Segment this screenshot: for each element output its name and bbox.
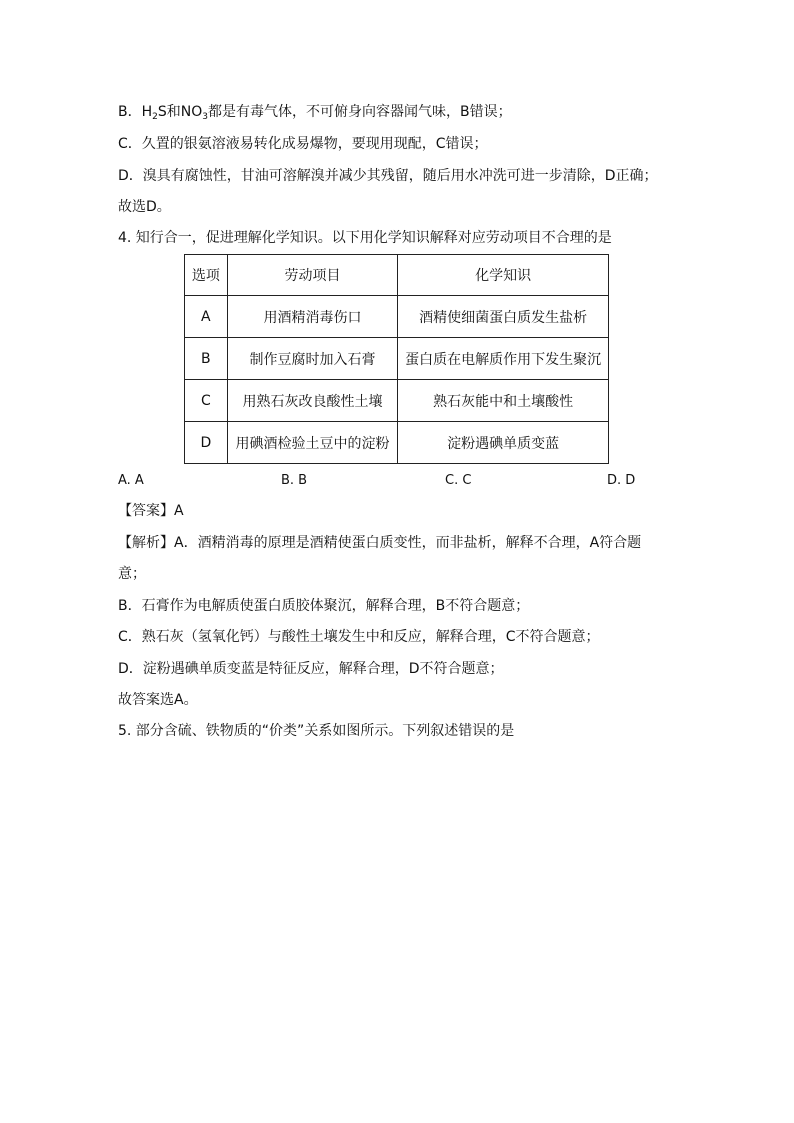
option-b: B. B <box>281 473 308 488</box>
option-a: A. A <box>118 473 144 488</box>
table-cell: 酒精使细菌蛋白质发生盐析 <box>398 296 609 338</box>
table-cell: A <box>185 296 228 338</box>
option-d: D. D <box>607 473 636 488</box>
prev-answer-b: B．$H_2S$和$NO_3$都是有毒气体，不可俯身向容器闻气味，B错误； <box>118 104 512 122</box>
table-row <box>185 338 609 380</box>
table-header-cell: 劳动项目 <box>227 255 398 296</box>
table-header-cell: 选项 <box>185 255 228 296</box>
answer-line: 【答案】A <box>118 503 184 519</box>
analysis-a-line1: 【解析】A．酒精消毒的原理是酒精使蛋白质变性，而非盐析，解释不合理，A符合题 <box>118 535 642 551</box>
table-cell: 用酒精消毒伤口 <box>227 296 398 338</box>
table-header-cell: 化学知识 <box>398 255 609 296</box>
analysis-c: C．熟石灰（氢氧化钙）与酸性土壤发生中和反应，解释合理，C不符合题意； <box>118 629 600 645</box>
analysis-d: D．淀粉遇碘单质变蓝是特征反应，解释合理，D不符合题意； <box>118 661 504 677</box>
table-cell: 用碘酒检验土豆中的淀粉 <box>227 422 398 464</box>
table-row <box>185 380 609 422</box>
prev-answer-d: D．溴具有腐蚀性，甘油可溶解溴并减少其残留，随后用水冲洗可进一步清除，D正确； <box>118 168 658 184</box>
question-4-stem: 4. 知行合一，促进理解化学知识。以下用化学知识解释对应劳动项目不合理的是 <box>118 230 612 246</box>
question-5-stem: 5. 部分含硫、铁物质的“价类”关系如图所示。下列叙述错误的是 <box>118 723 515 739</box>
table-header-row <box>185 255 609 296</box>
table-cell: 制作豆腐时加入石膏 <box>227 338 398 380</box>
table-cell: 蛋白质在电解质作用下发生聚沉 <box>398 338 609 380</box>
table-cell: B <box>185 338 228 380</box>
table-row <box>185 296 609 338</box>
table-cell: D <box>185 422 228 464</box>
table-cell: 用熟石灰改良酸性土壤 <box>227 380 398 422</box>
prev-conclusion: 故选D。 <box>118 199 171 215</box>
prev-answer-c: C．久置的银氨溶液易转化成易爆物，要现用现配，C错误； <box>118 136 488 152</box>
option-c: C. C <box>445 473 472 488</box>
analysis-conclusion: 故答案选A。 <box>118 692 198 708</box>
table-cell: 淀粉遇碘单质变蓝 <box>398 422 609 464</box>
question-4-table <box>184 254 609 464</box>
table-cell: C <box>185 380 228 422</box>
analysis-a-line2: 意； <box>118 566 146 582</box>
analysis-b: B．石膏作为电解质使蛋白质胶体聚沉，解释合理，B不符合题意； <box>118 598 530 614</box>
table-cell: 熟石灰能中和土壤酸性 <box>398 380 609 422</box>
table-row <box>185 422 609 464</box>
